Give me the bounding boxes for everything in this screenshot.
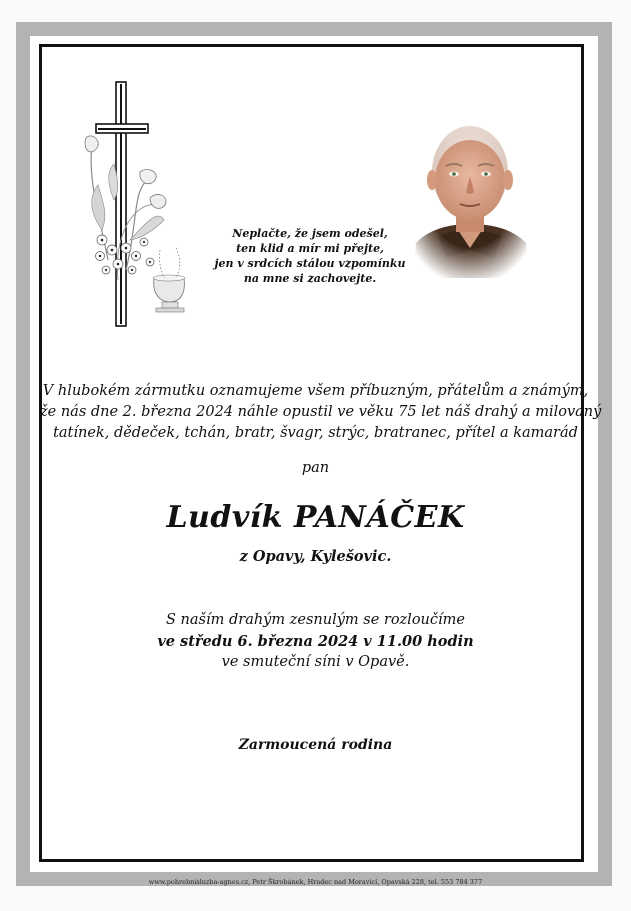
funeral-service-footer: www.pohrebnisluzba-agnes.cz, Petr Škrobánek, Hradec nad Moravicí, Opavská 228, tel. 553 784 377 [148, 878, 483, 886]
verse-line: Neplačte, že jsem odešel, [232, 227, 388, 240]
announcement-line: tatínek, dědeček, tchán, bratr, švagr, strýc, bratranec, přítel a kamarád [53, 425, 578, 441]
salutation: pan [301, 460, 330, 476]
funeral-details [40, 610, 591, 673]
verse-line: ten klid a mír mi přejte, [236, 242, 384, 255]
funeral-line: S naším drahým zesnulým se rozloučíme [166, 612, 465, 628]
verse-line: jen v srdcích stálou vzpomínku [214, 257, 406, 270]
deceased-name: Ludvík PANÁČEK [166, 500, 465, 535]
announcement-text [40, 381, 602, 444]
funeral-date-time: ve středu 6. března 2024 v 11.00 hodin [157, 633, 474, 650]
memorial-verse [180, 226, 440, 286]
family-signature: Zarmoucená rodina [238, 737, 393, 753]
funeral-venue: ve smuteční síni v Opavě. [221, 654, 410, 670]
announcement-line: že nás dne 2. března 2024 náhle opustil ve věku 75 let náš drahý a milovaný [40, 404, 602, 420]
cross-with-flowers-icon [78, 80, 193, 330]
deceased-origin: z Opavy, Kylešovic. [239, 548, 392, 565]
verse-line: na mne si zachovejte. [243, 272, 377, 285]
announcement-line: V hlubokém zármutku oznamujeme všem příbuzným, přátelům a známým, [42, 383, 589, 399]
